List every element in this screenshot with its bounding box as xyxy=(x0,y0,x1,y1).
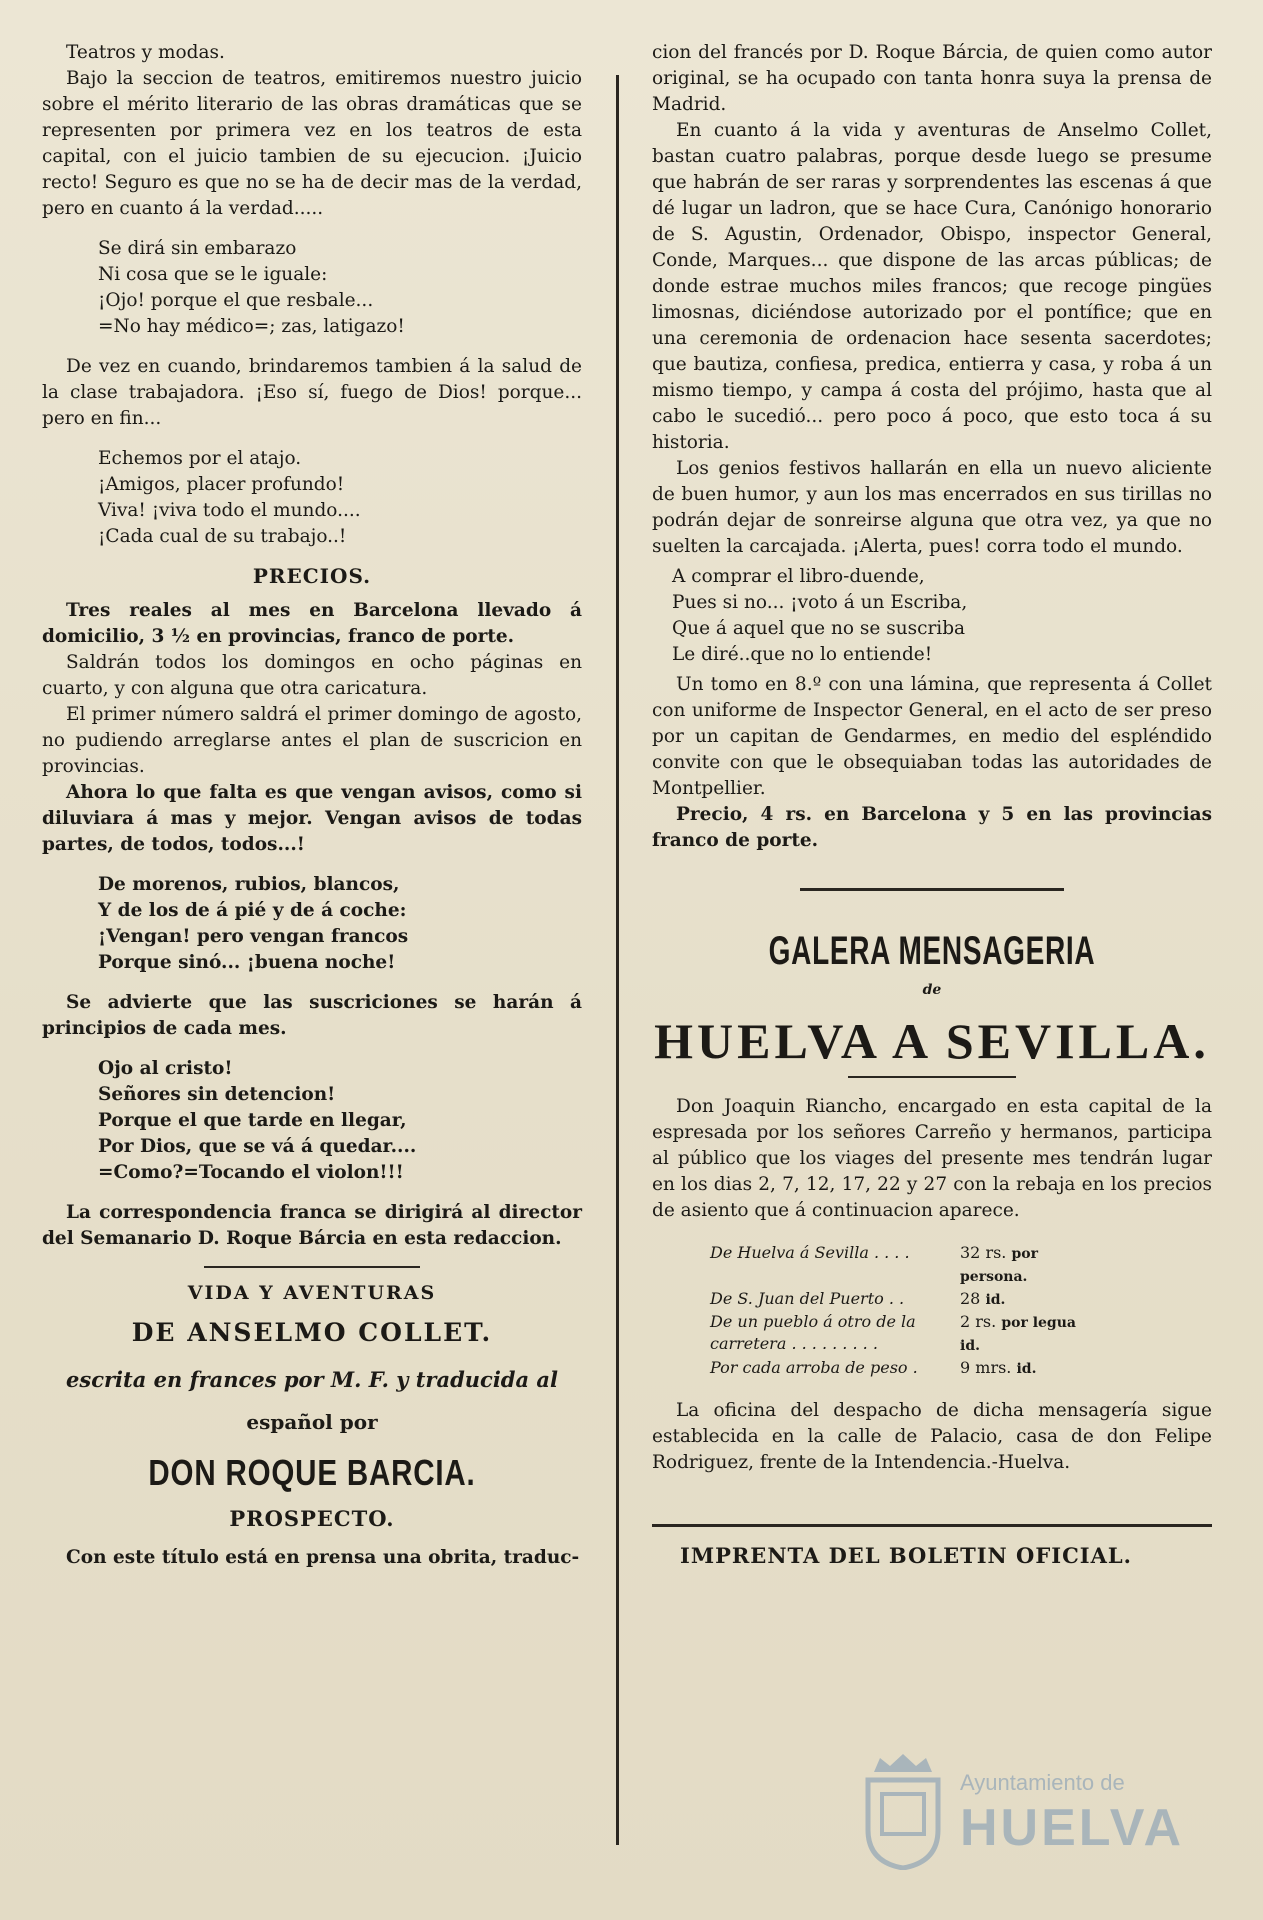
tomo-paragraph: Un tomo en 8.º con una lámina, que representa á Collet con uniforme de Inspector General, en el acto de ser preso por un capitan de Gendarmes, en medio del espléndido convite con que le obsequiaban todas las autoridades de Montpellier. xyxy=(652,674,1212,799)
fare-row xyxy=(710,1242,1212,1288)
huelva-sevilla-title: HUELVA A SEVILLA. xyxy=(654,1013,1210,1069)
imprenta-footer: IMPRENTA DEL BOLETIN OFICIAL. xyxy=(680,1543,1132,1568)
verse-line: Le diré..que no lo entiende! xyxy=(672,644,933,665)
vida-title: VIDA Y AVENTURAS xyxy=(187,1282,437,1304)
teatros-body: Bajo la seccion de teatros, emitiremos nuestro juicio sobre el mérito literario de las obras dramáticas que se representen por primera vez en los teatros de esta capital, con el juicio tambien de su ejecucion. ¡Juicio recto! Seguro es que no se ha de decir mas de la verdad, pero en cuanto á la verdad..... xyxy=(42,68,582,219)
verse-line: Por Dios, que se vá á quedar.... xyxy=(98,1136,417,1157)
verse-line: Viva! ¡viva todo el mundo.... xyxy=(98,500,361,521)
fare-label: De S. Juan del Puerto . . xyxy=(710,1289,905,1308)
fare-row xyxy=(710,1311,1212,1357)
section-divider xyxy=(800,888,1063,891)
verse-3 xyxy=(98,872,582,976)
column-divider xyxy=(616,75,619,1845)
verse-2 xyxy=(98,446,582,550)
precios-paragraph: El primer número saldrá el primer domingo de agosto, no pudiendo arreglarse antes el plan de suscricion en provincias. xyxy=(42,704,582,777)
watermark-line2: HUELVA xyxy=(960,1799,1185,1857)
fares-table xyxy=(710,1242,1212,1380)
libro-duende-verse xyxy=(672,564,1212,668)
prospecto-heading: PROSPECTO. xyxy=(229,1506,395,1531)
espanol-line: español por xyxy=(246,1410,378,1434)
fare-label: De un pueblo á otro de la carretera . . . . . . . . . xyxy=(710,1312,916,1353)
verse-line: Ni cosa que se le iguale: xyxy=(98,264,328,285)
precios-paragraph: Tres reales al mes en Barcelona llevado á domicilio, 3 ½ en provincias, franco de porte. xyxy=(42,600,582,647)
teatros-title: Teatros y modas. xyxy=(66,42,225,63)
verse-line: ¡Ojo! porque el que resbale... xyxy=(98,290,374,311)
footer-rule xyxy=(652,1524,1212,1527)
right-column xyxy=(652,40,1212,1900)
watermark-line1: Ayuntamiento de xyxy=(960,1770,1125,1795)
verse-line: ¡Amigos, placer profundo! xyxy=(98,474,345,495)
fare-value: 9 mrs. id. xyxy=(960,1358,1037,1377)
oficina-paragraph: La oficina del despacho de dicha mensagería sigue establecida en la calle de Palacio, casa de don Felipe Rodriguez, frente de la Intendencia.-Huelva. xyxy=(652,1400,1212,1473)
verse-line: =No hay médico=; zas, latigazo! xyxy=(98,316,405,337)
precios-paragraph: Saldrán todos los domingos en ocho páginas en cuarto, y con alguna que otra caricatura. xyxy=(42,652,582,699)
verse-line: Que á aquel que no se suscriba xyxy=(672,618,966,639)
verse-line: ¡Vengan! pero vengan francos xyxy=(98,926,409,947)
prospecto-first-line: Con este título está en prensa una obrita, traduc- xyxy=(66,1547,580,1568)
precio-paragraph: Precio, 4 rs. en Barcelona y 5 en las provincias franco de porte. xyxy=(652,804,1212,851)
section-divider xyxy=(848,1076,1016,1078)
precios-paragraph: Ahora lo que falta es que vengan avisos, como si diluviara á mas y mejor. Vengan avisos de todas partes, de todos, todos...! xyxy=(42,782,582,855)
fare-value: 32 rs. por persona. xyxy=(960,1243,1038,1285)
anselmo-title: DE ANSELMO COLLET. xyxy=(131,1318,493,1347)
fare-value: 2 rs. por legua id. xyxy=(960,1312,1076,1354)
crest-icon xyxy=(860,1750,946,1870)
verse-line: Porque el que tarde en llegar, xyxy=(98,1110,407,1131)
verse-1 xyxy=(98,236,582,340)
verse-line: A comprar el libro-duende, xyxy=(672,566,925,587)
genios-paragraph: Los genios festivos hallarán en ella un nuevo aliciente de buen humor, y aun los mas encerrados en sus tirillas no podrán dejar de sonreirse alguna que otra vez, ya que no suelten la carcajada. ¡Alerta, pues! corra todo el mundo. xyxy=(652,458,1212,557)
fare-row xyxy=(710,1288,1212,1311)
vida-paragraph: En cuanto á la vida y aventuras de Anselmo Collet, bastan cuatro palabras, porque desde luego se presume que habrán de ser raras y sorprendentes las escenas á que dé lugar un ladron, que se hace Cura, Canónigo honorario de S. Agustin, Ordenador, Obispo, inspector General, Conde, Marques... que dispone de las arcas públicas; de donde estrae muchos miles francos; que recoge pingües limosnas, diciéndose autorizado por el pontífice; que en una ceremonia de ordenacion hace sesenta sacerdotes; que bautiza, confiesa, predica, entierra y casa, y roba á un mismo tiempo, y campa á costa del prójimo, hasta que al cabo le sucedió... pero poco á poco, que esto toca á su historia. xyxy=(652,120,1212,453)
precios-heading: PRECIOS. xyxy=(252,564,372,588)
advierte-paragraph: Se advierte que las suscriciones se harán á principios de cada mes. xyxy=(42,992,582,1039)
verse-line: ¡Cada cual de su trabajo..! xyxy=(98,526,347,547)
fare-label: De Huelva á Sevilla . . . . xyxy=(710,1243,910,1262)
verse-line: Pues si no... ¡voto á un Escriba, xyxy=(672,592,968,613)
verse-line: Señores sin detencion! xyxy=(98,1084,336,1105)
verse-line: De morenos, rubios, blancos, xyxy=(98,874,400,895)
galera-title: GALERA MENSAGERIA xyxy=(768,929,1096,973)
escrita-line: escrita en frances por M. F. y traducida al xyxy=(66,1367,558,1392)
verse-line: Y de los de á pié y de á coche: xyxy=(98,900,407,921)
fare-value: 28 id. xyxy=(960,1289,1006,1308)
prospecto-continuation: cion del francés por D. Roque Bárcia, de quien como autor original, se ha ocupado con tanta honra suya la prensa de Madrid. xyxy=(652,42,1212,115)
section-divider xyxy=(204,1266,420,1268)
roque-barcia-title: DON ROQUE BARCIA. xyxy=(148,1452,476,1493)
verse-4 xyxy=(98,1056,582,1186)
verse-line: Echemos por el atajo. xyxy=(98,448,302,469)
salud-paragraph: De vez en cuando, brindaremos tambien á la salud de la clase trabajadora. ¡Eso sí, fuego de Dios! porque... pero en fin... xyxy=(42,356,582,429)
fare-label: Por cada arroba de peso . xyxy=(710,1358,918,1377)
verse-line: Se dirá sin embarazo xyxy=(98,238,297,259)
fare-row xyxy=(710,1357,1212,1380)
joaquin-paragraph: Don Joaquin Riancho, encargado en esta capital de la espresada por los señores Carreño y hermanos, participa al público que los viages del presente mes tendrán lugar en los dias 2, 7, 12, 17, 22 y 27 con la rebaja en los precios de asiento que á continuacion aparece. xyxy=(652,1096,1212,1221)
ayuntamiento-watermark xyxy=(860,1740,1190,1890)
verse-line: =Como?=Tocando el violon!!! xyxy=(98,1162,404,1183)
verse-line: Ojo al cristo! xyxy=(98,1058,233,1079)
correspondencia-paragraph: La correspondencia franca se dirigirá al director del Semanario D. Roque Bárcia en esta redaccion. xyxy=(42,1202,582,1249)
verse-line: Porque sinó... ¡buena noche! xyxy=(98,952,396,973)
de-word: de xyxy=(922,982,942,998)
left-column xyxy=(42,40,582,1900)
